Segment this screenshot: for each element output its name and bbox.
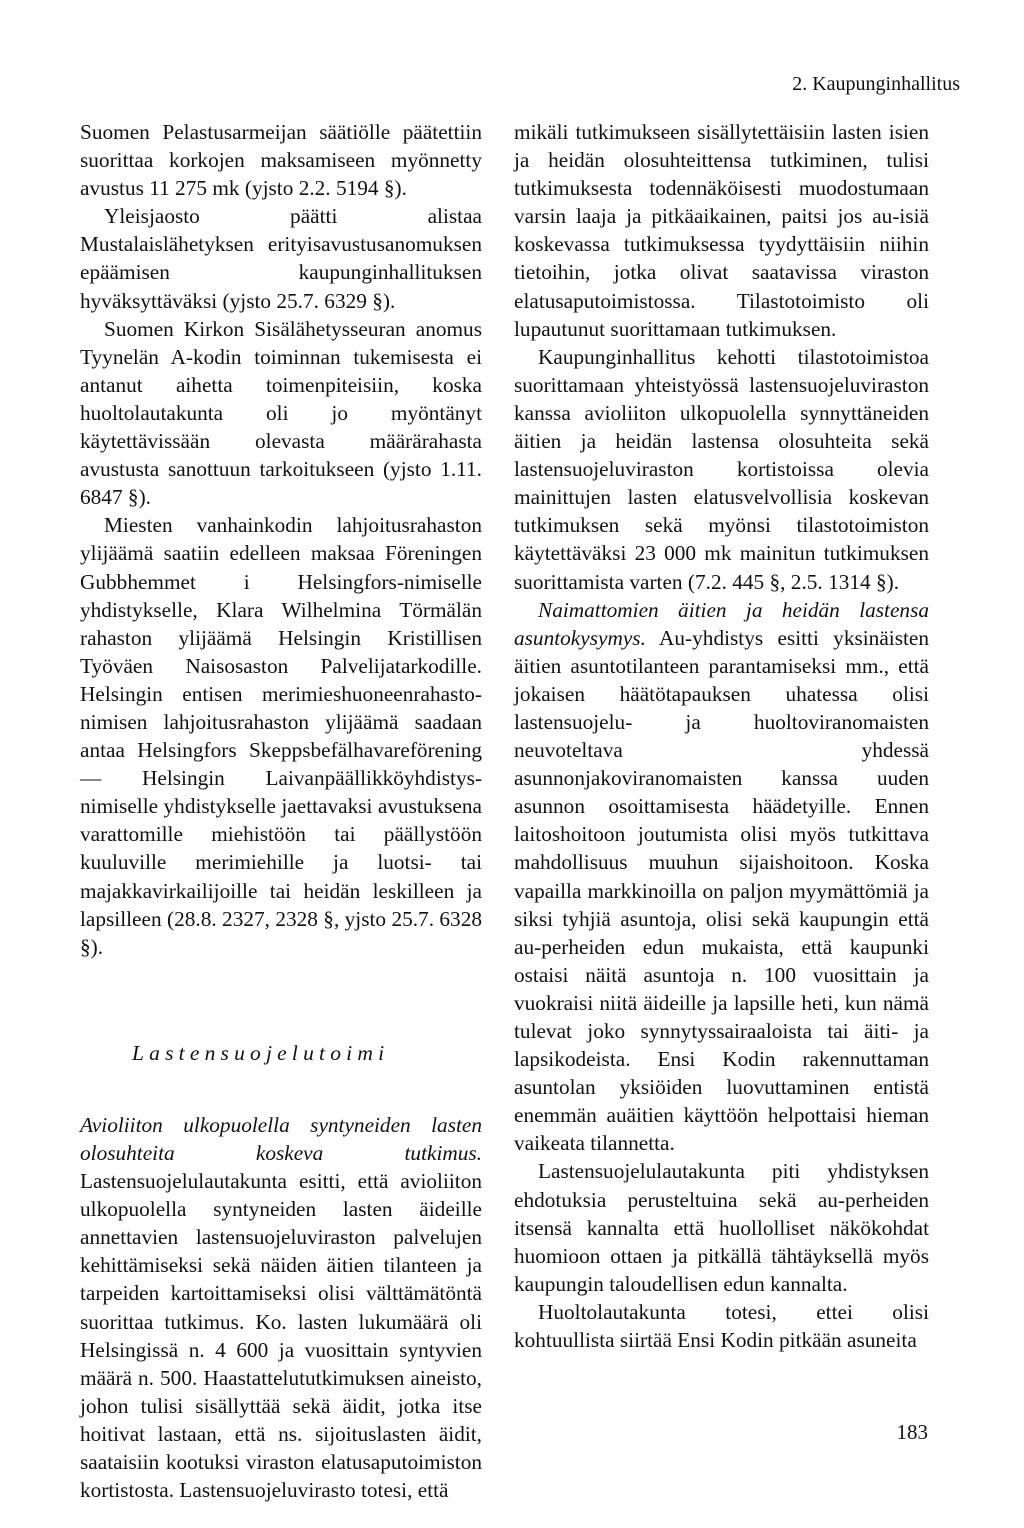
paragraph: [514, 596, 929, 1158]
paragraph: Suomen Kirkon Sisälähetysseuran anomus Tyynelän A-kodin toiminnan tukemisesta ei antanut aihetta toimenpiteisiin, koska huoltolautakunta oli jo myöntänyt käytettävissään olevasta määrärahasta avustusta sanottuun tarkoitukseen (yjsto 1.11. 6847 §).: [80, 316, 482, 510]
paragraph-title: Naimattomien äitien ja heidän lastensa asuntokysymys.: [514, 597, 929, 650]
paragraph-title: Avioliiton ulkopuolella syntyneiden lasten olosuhteita koskeva tutkimus.: [80, 1112, 482, 1165]
paragraph: Kaupunginhallitus kehotti tilastotoimistoa suorittamaan yhteistyössä lastensuojeluviraston kanssa avioliiton ulkopuolella synnyttäneiden äitien ja heidän lastensa olosuhteita sekä lastensuojeluviraston kortistoissa olevia mainittujen lasten elatusvelvollisia koskevan tutkimuksen sekä myönsi tilastotoimiston käytettäväksi 23 000 mk mainitun tutkimuksen suorittamista varten (7.2. 445 §, 2.5. 1314 §).: [514, 344, 929, 594]
running-header: 2. Kaupunginhallitus: [792, 73, 960, 95]
page-number: 183: [896, 1420, 928, 1444]
paragraph-body: Au-yhdistys esitti yksinäisten äitien asuntotilanteen parantamiseksi mm., että jokaisen häätötapauksen uhatessa olisi lastensuojelu- ja huoltoviranomaisten neuvoteltava yhdessä asunnonjakoviranomaisten kanssa uuden asunnon osoittamisesta häädetyille. Ennen laitoshoitoon joutumista olisi myös tutkittava mahdollisuus muuhun sijaishoitoon. Koska vapailla markkinoilla on paljon myymättömiä ja siksi tyhjiä asuntoja, olisi sekä kaupungin että au-perheiden edun mukaista, että kaupunki ostaisi näitä asuntoja n. 100 vuosittain ja vuokraisi niitä äideille ja lapsille heti, kun nämä tulevat joko synnytyssairaaloista tai äiti- ja lapsikodeista. Ensi Kodin rakennuttaman asuntolan yksiöiden luovuttaminen entistä enemmän auäitien käyttöön helpottaisi hieman vaikeata tilannetta.: [514, 625, 929, 1156]
left-column: [80, 118, 482, 1504]
paragraph: Yleisjaosto päätti alistaa Mustalaislähetyksen erityisavustusanomuksen epäämisen kaupunginhallituksen hyväksyttäväksi (yjsto 25.7. 6329 §).: [80, 204, 482, 313]
paragraph: mikäli tutkimukseen sisällytettäisiin lasten isien ja heidän olosuhteittensa tutkiminen, tulisi tutkimuksesta todennäköisesti muodostumaan varsin laaja ja pitkäaikainen, paitsi jos au-isiä koskevassa tutkimuksessa tyydyttäisiin niihin tietoihin, jotka olivat saatavissa viraston elatusaputoimistossa. Tilastotoimisto oli lupautunut suorittamaan tutkimuksen.: [514, 120, 929, 341]
paragraph: Huoltolautakunta totesi, ettei olisi kohtuullista siirtää Ensi Kodin pitkään asuneita: [514, 1299, 929, 1353]
paragraph: Suomen Pelastusarmeijan säätiölle päätettiin suorittaa korkojen maksamiseen myönnetty avustus 11 275 mk (yjsto 2.2. 5194 §).: [80, 120, 482, 201]
right-column: [514, 118, 929, 1354]
paragraph: [80, 1111, 482, 1504]
paragraph: Lastensuojelulautakunta piti yhdistyksen ehdotuksia perusteltuina sekä au-perheiden itsensä kannalta että huollolliset näkökohdat huomioon ottaen ja pitkällä tähtäyksellä myös kaupungin taloudellisen edun kannalta.: [514, 1159, 929, 1296]
paragraph: Miesten vanhainkodin lahjoitusrahaston ylijäämä saatiin edelleen maksaa Föreningen Gubbhemmet i Helsingfors-nimiselle yhdistykselle, Klara Wilhelmina Törmälän rahaston ylijäämä Helsingin Kristillisen Työväen Naisosaston Palvelijatarkodille. Helsingin entisen merimieshuoneenrahasto-nimisen lahjoitusrahaston ylijäämä saadaan antaa Helsingfors Skeppsbefälhavareförening — Helsingin Laivanpäällikköyhdistys-nimiselle yhdistykselle jaettavaksi avustuksena varattomille miehistöön tai päällystöön kuuluville merimiehille ja luotsi- tai majakkavirkailijoille tai heidän leskilleen ja lapsilleen (28.8. 2327, 2328 §, yjsto 25.7. 6328 §).: [80, 513, 482, 959]
section-heading: Lastensuojelutoimi: [132, 1040, 390, 1065]
paragraph-body: Lastensuojelulautakunta esitti, että avioliiton ulkopuolella syntyneiden lasten äideille annettavien lastensuojeluviraston palvelujen kehittämiseksi sekä näiden äitien tilanteen ja tarpeiden kartoittamiseksi olisi välttämätöntä suorittaa tutkimus. Ko. lasten lukumäärä oli Helsingissä n. 4 600 ja vuosittain syntyvien määrä n. 500. Haastattelututkimuksen aineisto, johon tulisi sisällyttää sekä äidit, jotka itse hoitivat lastaan, että ns. sijoituslasten äidit, saataisiin kootuksi viraston elatusaputoimiston kortistosta. Lastensuojeluvirasto totesi, että: [80, 1169, 482, 1503]
